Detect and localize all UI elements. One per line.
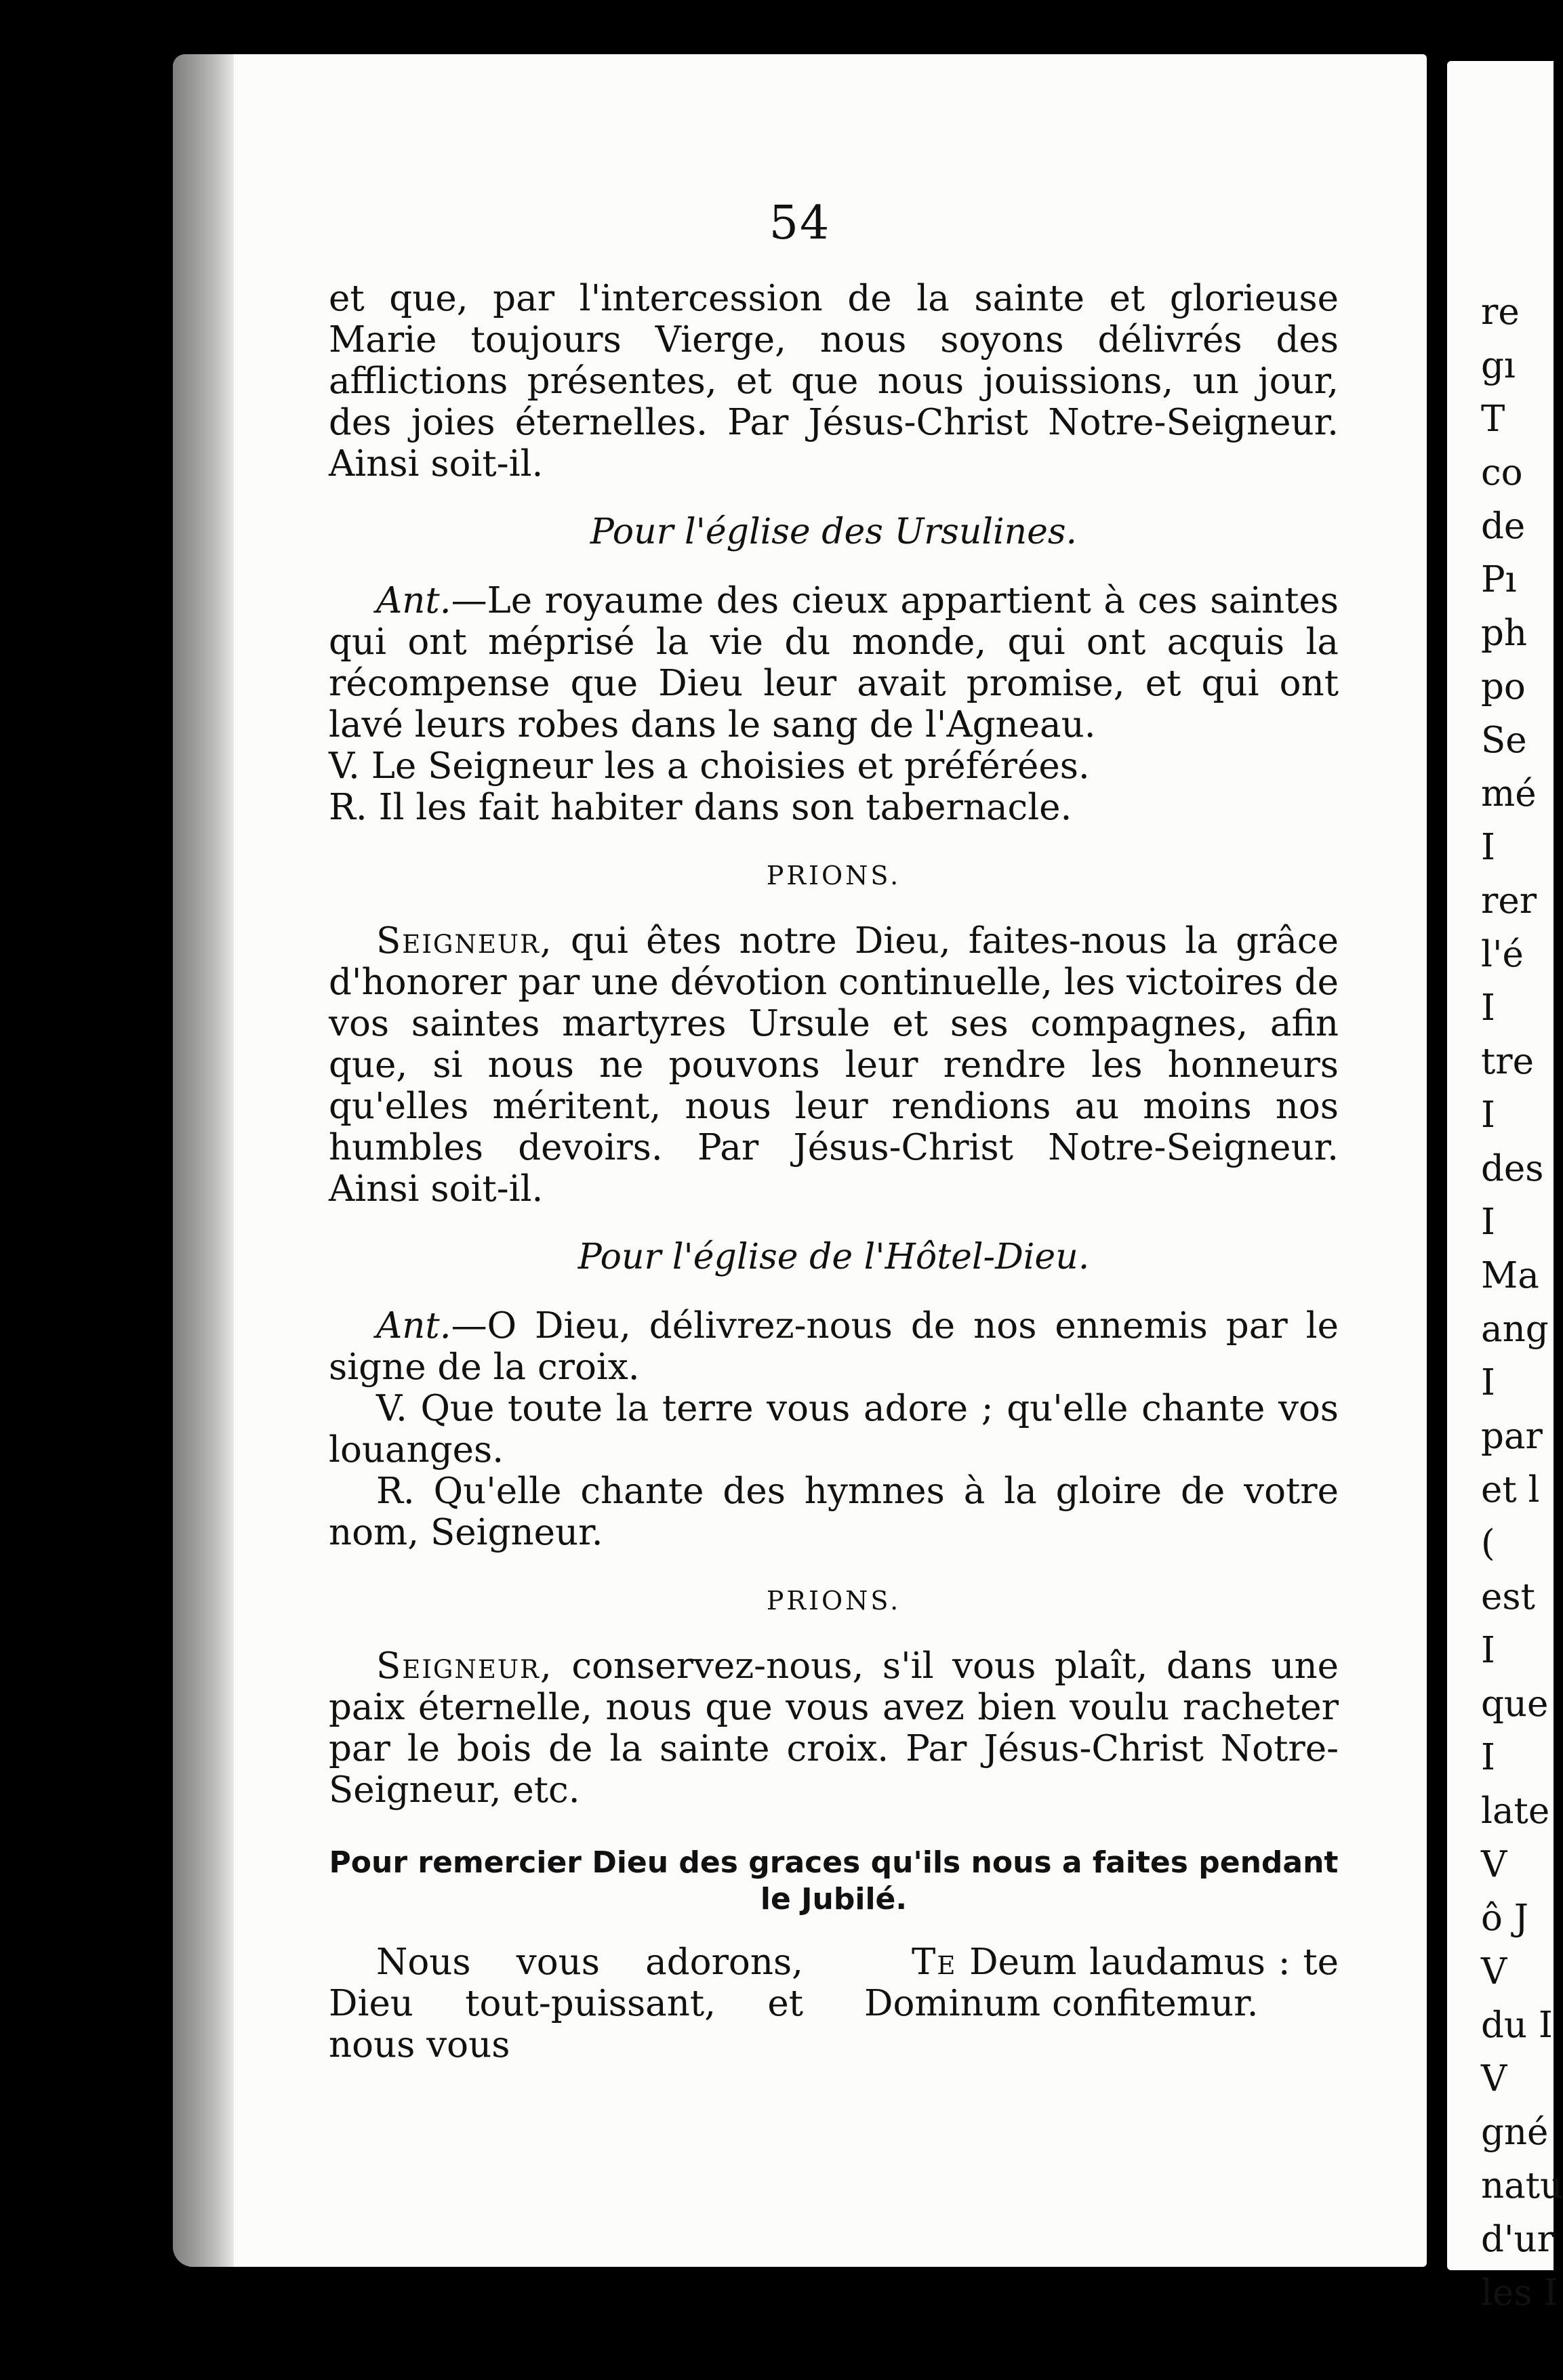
- r-label: R.: [329, 787, 367, 828]
- prayer-lead: Seigneur,: [376, 920, 553, 962]
- page-number: 54: [769, 197, 831, 250]
- right-page-fragment: Se: [1481, 720, 1527, 761]
- right-page-fragment: par: [1481, 1416, 1543, 1457]
- v-label: V.: [376, 1388, 407, 1429]
- right-page-fragment: late: [1481, 1790, 1550, 1832]
- paragraph-opening: et que, par l'intercession de la sainte et glorieuse Marie toujours Vierge, nous soyons délivrés des afflictions présentes, et que nous jouissions, un jour, des joies éternelles. Par Jésus-Christ Notre-Seigneur. Ainsi soit-il.: [329, 278, 1339, 485]
- right-page-fragment: d'ur: [1481, 2219, 1554, 2260]
- right-page-fragment: de: [1481, 506, 1526, 547]
- ant-label: Ant.: [376, 1305, 451, 1347]
- v-text: Le Seigneur les a choisies et préférées.: [371, 745, 1090, 787]
- r-text: Il les fait habiter dans son tabernacle.: [378, 787, 1072, 828]
- right-page-fragment: V: [1481, 1844, 1507, 1885]
- right-page-fragment: I: [1481, 827, 1495, 868]
- right-page-fragment: tre: [1481, 1041, 1534, 1082]
- right-page-fragment: I: [1481, 1202, 1495, 1243]
- page-text: [329, 278, 1339, 2066]
- right-page-fragment: Pı: [1481, 559, 1517, 600]
- te-deum-french: Nous vous adorons, Dieu tout-puissant, et nous vous: [329, 1942, 803, 2066]
- right-page-fragment: natu: [1481, 2165, 1563, 2207]
- prayer-hotel-dieu: [329, 1645, 1339, 1811]
- right-page-fragment: rer: [1481, 880, 1537, 922]
- right-page-fragment: I: [1481, 1094, 1495, 1136]
- right-page-fragment: Ma: [1481, 1255, 1539, 1296]
- right-page-fragment: que: [1481, 1683, 1549, 1725]
- response-ursulines: [329, 787, 1339, 828]
- section-heading-remercier: Pour remercier Dieu des graces qu'ils nous a faites pendant le Jubilé.: [329, 1845, 1339, 1916]
- right-page-fragment: gı: [1481, 345, 1516, 386]
- v-label: V.: [329, 745, 360, 787]
- versicle-ursulines: [329, 745, 1339, 787]
- right-page-fragment: co: [1481, 452, 1523, 493]
- antiphon-ursulines: [329, 580, 1339, 745]
- right-page-fragment: I: [1481, 1362, 1495, 1403]
- right-page-fragment: et l: [1481, 1469, 1540, 1511]
- right-page-edge: [1447, 61, 1563, 2314]
- right-page-fragment: est: [1481, 1576, 1535, 1618]
- r-label: R.: [376, 1471, 415, 1512]
- prions-heading: PRIONS.: [766, 861, 901, 890]
- prayer-lead: Seigneur,: [376, 1645, 553, 1687]
- left-page: [173, 54, 1427, 2267]
- right-page-fragment: mé: [1481, 773, 1537, 815]
- antiphon-hotel-dieu: [329, 1305, 1339, 1388]
- right-page-fragment: (: [1481, 1523, 1495, 1564]
- right-page-fragment: du I: [1481, 2005, 1553, 2046]
- v-text: Que toute la terre vous adore ; qu'elle chante vos louanges.: [329, 1388, 1339, 1471]
- right-page-fragment: I: [1481, 1737, 1495, 1778]
- response-hotel-dieu: [329, 1471, 1339, 1553]
- section-heading-hotel-dieu: Pour l'église de l'Hôtel-Dieu.: [577, 1237, 1090, 1277]
- right-page-fragment: ô J: [1481, 1897, 1529, 1939]
- right-page-fragment: re: [1481, 291, 1520, 333]
- right-page-fragment: V: [1481, 1951, 1507, 1992]
- section-heading-ursulines: Pour l'église des Ursulines.: [590, 512, 1078, 552]
- prayer-text: conservez-nous, s'il vous plaît, dans une paix éternelle, nous que vous avez bien voulu racheter par le bois de la sainte croix. Par Jésus-Christ Notre-Seigneur, etc.: [329, 1645, 1339, 1811]
- right-page-fragment: I: [1481, 1630, 1495, 1671]
- right-page-fragment: gné: [1481, 2112, 1549, 2153]
- te-text: Deum laudamus : te Dominum confitemur.: [864, 1942, 1339, 2024]
- right-page-fragment: V: [1481, 2058, 1507, 2099]
- book-spine-shadow: [173, 54, 234, 2267]
- prayer-text: qui êtes notre Dieu, faites-nous la grâce d'honorer par une dévotion continuelle, les victoires de vos saintes martyres Ursule et ses compagnes, afin que, si nous ne pouvons leur rendre les honneurs qu'elles méritent, nous leur rendions au moins nos humbles devoirs. Par Jésus-Christ Notre-Seigneur. Ainsi soit-il.: [329, 920, 1339, 1210]
- right-page-fragment: ph: [1481, 613, 1528, 654]
- prayer-ursulines: [329, 920, 1339, 1210]
- versicle-hotel-dieu: [329, 1388, 1339, 1471]
- ant-text: —Le royaume des cieux appartient à ces saintes qui ont méprisé la vie du monde, qui ont acquis la récompense que Dieu leur avait promise, et qui ont lavé leurs robes dans le sang de l'Agneau.: [329, 580, 1339, 745]
- te-deum-latin: [864, 1942, 1339, 2066]
- right-page-fragment: l'é: [1481, 934, 1524, 975]
- ant-text: —O Dieu, délivrez-nous de nos ennemis par le signe de la croix.: [329, 1305, 1339, 1388]
- right-page-fragment: ang: [1481, 1309, 1549, 1350]
- te-lead: Te: [912, 1942, 957, 1983]
- te-deum-columns: [329, 1942, 1339, 2066]
- right-page-fragment: po: [1481, 666, 1526, 707]
- prions-heading: PRIONS.: [766, 1586, 901, 1616]
- right-page-fragment: des: [1481, 1148, 1544, 1189]
- r-text: Qu'elle chante des hymnes à la gloire de votre nom, Seigneur.: [329, 1471, 1339, 1553]
- right-page-fragment: les I: [1481, 2272, 1558, 2314]
- right-page-fragment: I: [1481, 987, 1495, 1029]
- ant-label: Ant.: [376, 580, 451, 621]
- right-page-fragment: T: [1481, 398, 1505, 440]
